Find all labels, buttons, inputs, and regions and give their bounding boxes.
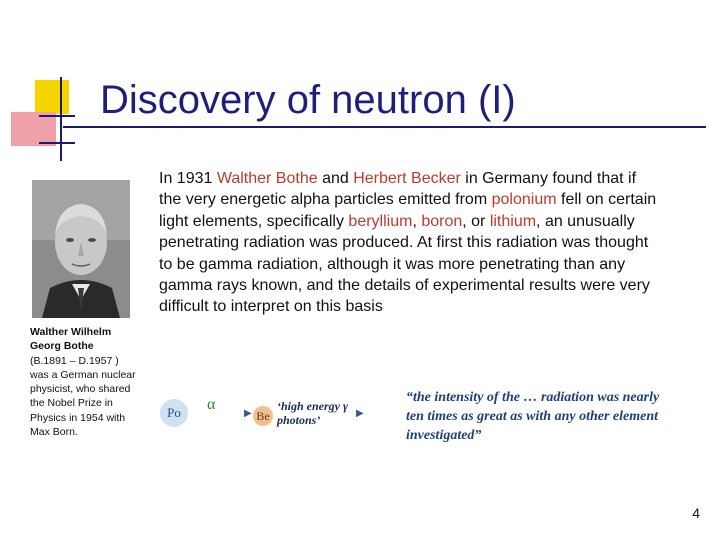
arrow-right-icon: ▶ bbox=[356, 408, 364, 419]
vertical-rule bbox=[60, 77, 62, 161]
highlighted-term: Walther Bothe bbox=[216, 170, 318, 187]
pink-square-decoration bbox=[11, 112, 56, 146]
body-text-segment: , an unusually penetrating radiation was produced. At first this radiation was thought to be gamma radiation, although it was more penetrating than any gamma rays known, and the details of experimental results were very difficult to interpret on this basis bbox=[159, 212, 650, 316]
body-text-segment: fell on certain light elements, specifically bbox=[159, 191, 657, 230]
highlighted-term: lithium bbox=[489, 212, 537, 230]
quote-text: “the intensity of the … radiation was nearly ten times as great as with any other element investigated” bbox=[406, 390, 660, 443]
short-rule-lower bbox=[39, 142, 75, 144]
arrow-right-icon: ▶ bbox=[244, 408, 252, 419]
page-number: 4 bbox=[692, 505, 700, 521]
portrait-photo bbox=[32, 180, 130, 318]
body-text-segment: In 1931 bbox=[159, 170, 217, 187]
body-text-segment: in Germany found that if the very energetic alpha particles emitted from bbox=[159, 170, 637, 209]
portrait-caption bbox=[30, 325, 140, 439]
reaction-diagram bbox=[160, 388, 700, 468]
highlighted-term: boron bbox=[421, 212, 463, 230]
portrait-image bbox=[32, 180, 130, 318]
title-underline bbox=[63, 126, 706, 128]
highlighted-term: beryllium bbox=[348, 212, 413, 230]
photons-label: ‘high energy γ photons’ bbox=[277, 399, 348, 427]
alpha-label: α bbox=[207, 396, 216, 413]
short-rule bbox=[39, 115, 75, 117]
slide-title: Discovery of neutron (I) bbox=[100, 78, 516, 122]
highlighted-term: Herbert Becker bbox=[353, 170, 461, 187]
beryllium-circle: Be bbox=[253, 406, 273, 426]
caption-body: (B.1891 – D.1957 ) was a German nuclear physicist, who shared the Nobel Prize in Physics in 1954 with Max Born. bbox=[30, 354, 136, 439]
highlighted-term: polonium bbox=[491, 191, 557, 209]
body-text-segment: and bbox=[317, 170, 354, 187]
body-text-segment: , or bbox=[462, 212, 490, 230]
polonium-circle: Po bbox=[160, 399, 188, 427]
yellow-square-decoration bbox=[35, 80, 69, 114]
caption-name: Walther Wilhelm Georg Bothe bbox=[30, 326, 112, 353]
body-paragraph bbox=[159, 168, 659, 318]
body-text-segment: , bbox=[412, 212, 422, 230]
